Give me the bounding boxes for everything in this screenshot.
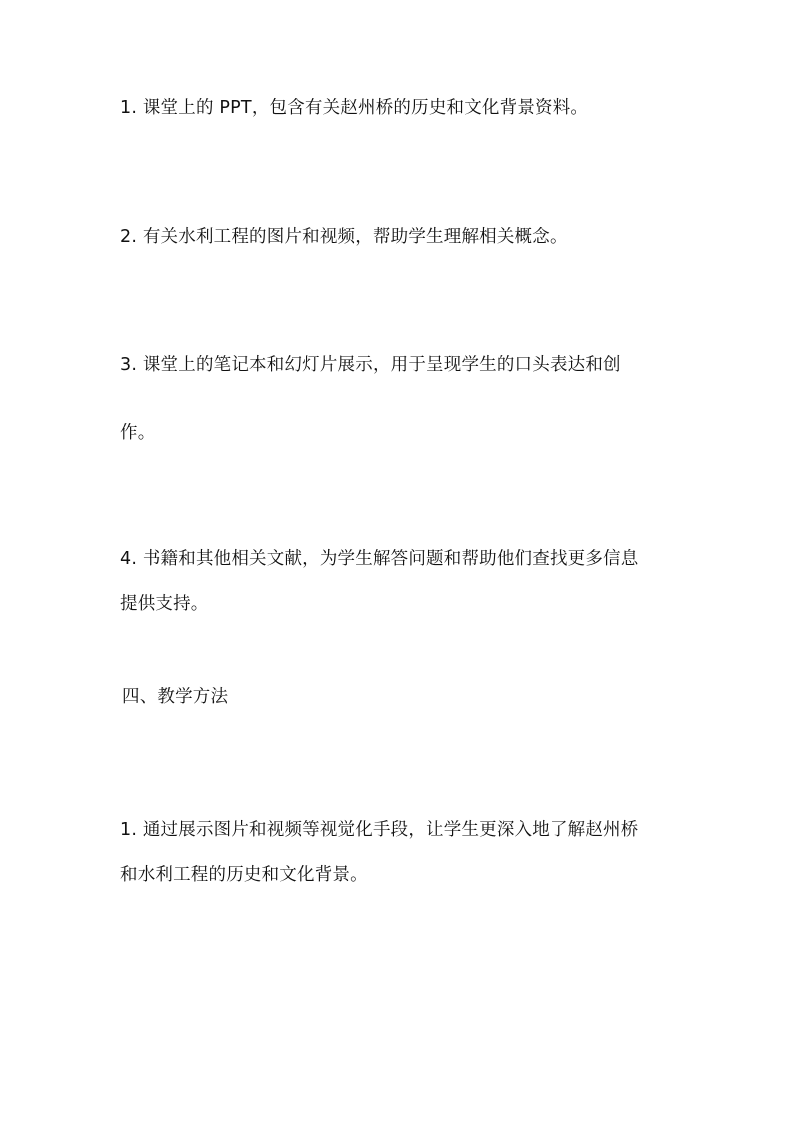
method-item-1-continuation: 和水利工程的历史和文化背景。 — [120, 865, 368, 885]
method-item-1-text: 1. 通过展示图片和视频等视觉化手段，让学生更深入地了解赵州桥 — [120, 820, 639, 840]
resource-item-3-continuation: 作。 — [120, 423, 156, 443]
resource-item-4-text: 4. 书籍和其他相关文献，为学生解答问题和帮助他们查找更多信息 — [120, 549, 639, 569]
resource-item-2-text: 2. 有关水利工程的图片和视频，帮助学生理解相关概念。 — [120, 227, 568, 247]
resource-item-3-text: 3. 课堂上的笔记本和幻灯片展示，用于呈现学生的口头表达和创 — [120, 355, 621, 375]
section-heading: 四、教学方法 — [122, 687, 229, 707]
resource-item-1-text: 1. 课堂上的 PPT，包含有关赵州桥的历史和文化背景资料。 — [120, 98, 589, 118]
resource-item-4-continuation: 提供支持。 — [120, 594, 209, 614]
